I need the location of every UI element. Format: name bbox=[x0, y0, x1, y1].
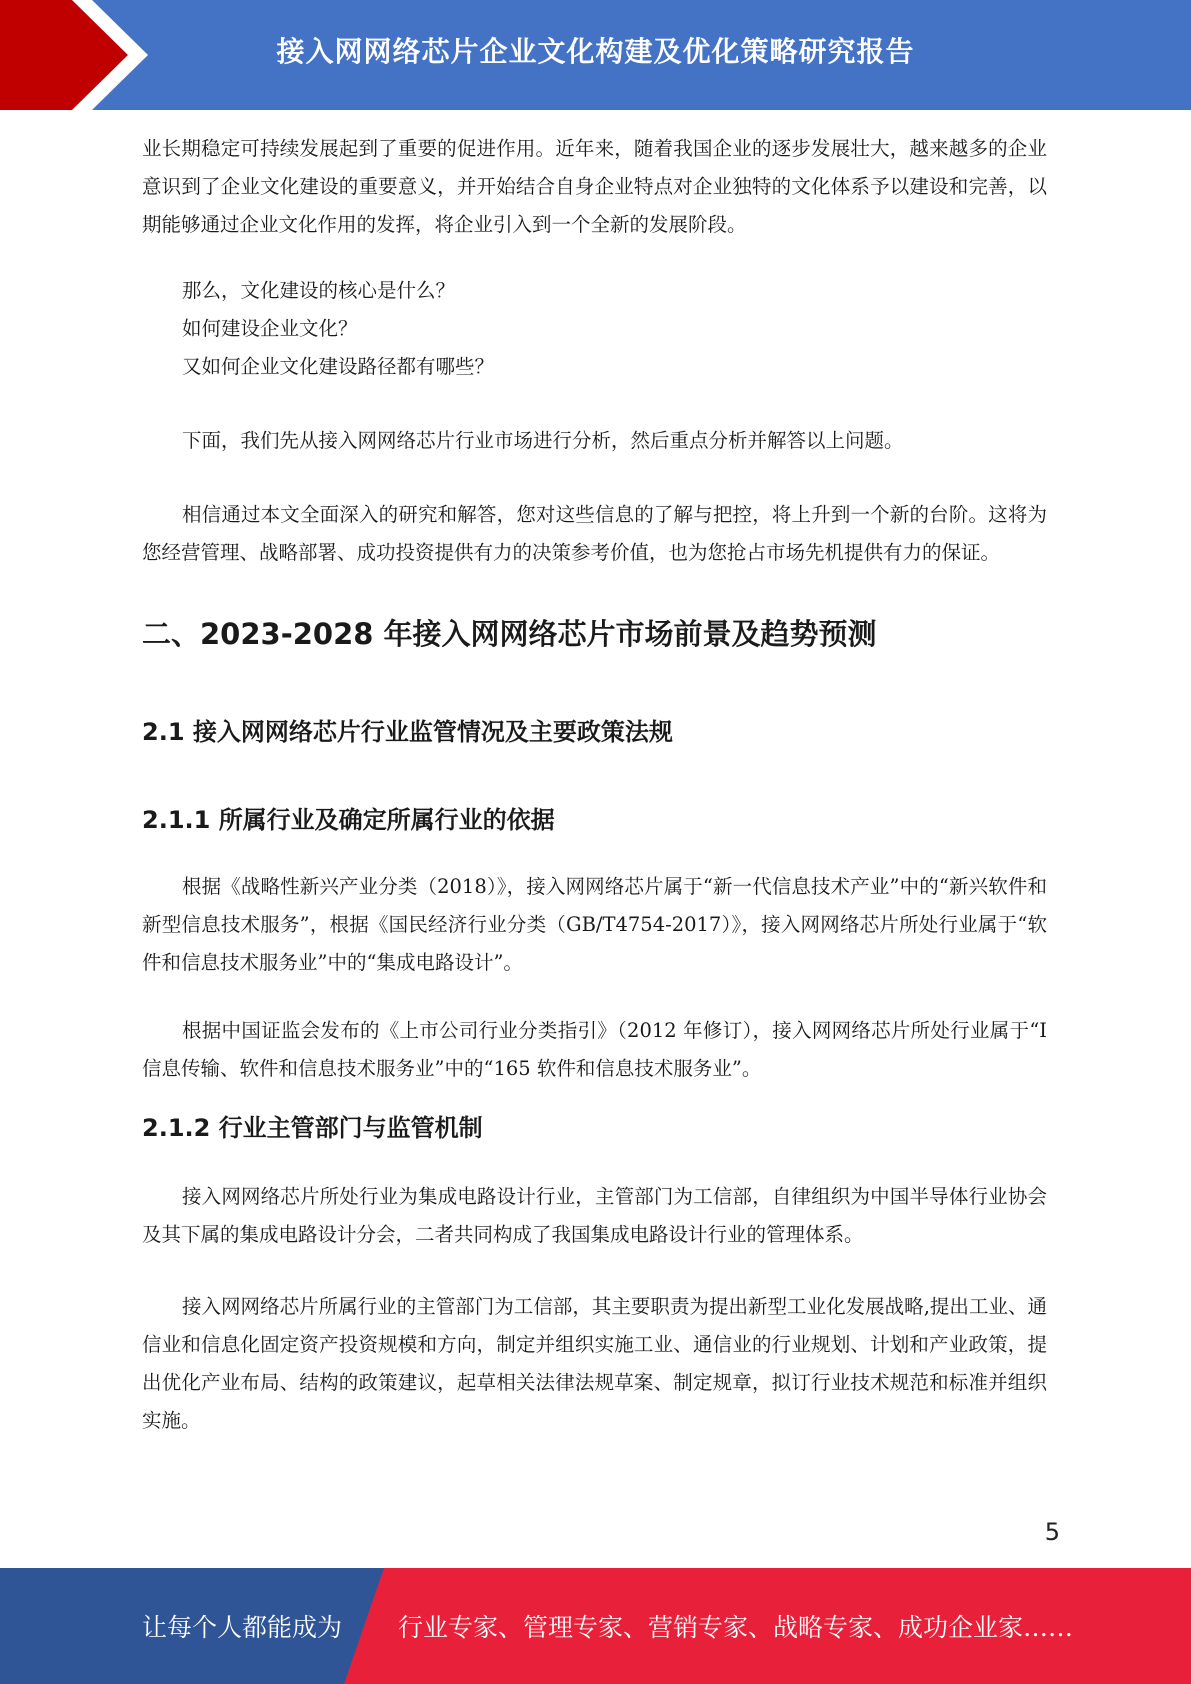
page-header bbox=[0, 0, 1191, 110]
section-2-1-2-heading: 2.1.2 行业主管部门与监管机制 bbox=[142, 1114, 483, 1142]
page-number: 5 bbox=[1044, 1518, 1060, 1546]
document-title: 接入网网络芯片企业文化构建及优化策略研究报告 bbox=[276, 35, 915, 68]
question-1: 那么，文化建设的核心是什么？ bbox=[182, 279, 456, 302]
paragraph-miit-duties: 接入网网络芯片所属行业的主管部门为工信部，其主要职责为提出新型工业化发展战略,提出工业、通信业和信息化固定资产投资规模和方向，制定并组织实施工业、通信业的行业规划、计划和产业政策，提出优化产业布局、结构的政策建议，起草相关法律法规草案、制定规章，拟订行业技术规范和标准并组织实施。 bbox=[142, 1295, 1047, 1432]
question-2: 如何建设企业文化？ bbox=[182, 317, 358, 340]
paragraph-analysis: 下面，我们先从接入网网络芯片行业市场进行分析，然后重点分析并解答以上问题。 bbox=[182, 429, 904, 452]
section-2-heading: 二、2023-2028 年接入网网络芯片市场前景及趋势预测 bbox=[142, 617, 877, 651]
question-3: 又如何企业文化建设路径都有哪些？ bbox=[182, 355, 495, 378]
section-2-1-heading: 2.1 接入网网络芯片行业监管情况及主要政策法规 bbox=[142, 718, 673, 746]
section-2-1-1-heading: 2.1.1 所属行业及确定所属行业的依据 bbox=[142, 806, 555, 834]
paragraph-industry-classification: 根据《战略性新兴产业分类（2018）》，接入网网络芯片属于“新一代信息技术产业”中的“新兴软件和新型信息技术服务”，根据《国民经济行业分类（GB/T4754-2017）》，接入网网络芯片所处行业属于“软件和信息技术服务业”中的“集成电路设计”。 bbox=[142, 875, 1047, 974]
footer-slogan-right: 行业专家、管理专家、营销专家、战略专家、成功企业家…… bbox=[398, 1613, 1074, 1642]
paragraph-intro: 业长期稳定可持续发展起到了重要的促进作用。近年来，随着我国企业的逐步发展壮大，越来越多的企业意识到了企业文化建设的重要意义，并开始结合自身企业特点对企业独特的文化体系予以建设和完善，以期能够通过企业文化作用的发挥，将企业引入到一个全新的发展阶段。 bbox=[142, 137, 1047, 236]
page-content bbox=[142, 130, 1047, 1440]
paragraph-belief: 相信通过本文全面深入的研究和解答，您对这些信息的了解与把控，将上升到一个新的台阶。这将为您经营管理、战略部署、成功投资提供有力的决策参考价值，也为您抢占市场先机提供有力的保证。 bbox=[142, 503, 1047, 564]
paragraph-regulator: 接入网网络芯片所处行业为集成电路设计行业，主管部门为工信部，自律组织为中国半导体行业协会及其下属的集成电路设计分会，二者共同构成了我国集成电路设计行业的管理体系。 bbox=[142, 1185, 1047, 1246]
footer-slogan-left: 让每个人都能成为 bbox=[142, 1613, 343, 1642]
page-footer bbox=[0, 1568, 1191, 1684]
paragraph-csrc-classification: 根据中国证监会发布的《上市公司行业分类指引》（2012 年修订），接入网网络芯片所处行业属于“I 信息传输、软件和信息技术服务业”中的“165 软件和信息技术服务业”。 bbox=[142, 1019, 1047, 1080]
